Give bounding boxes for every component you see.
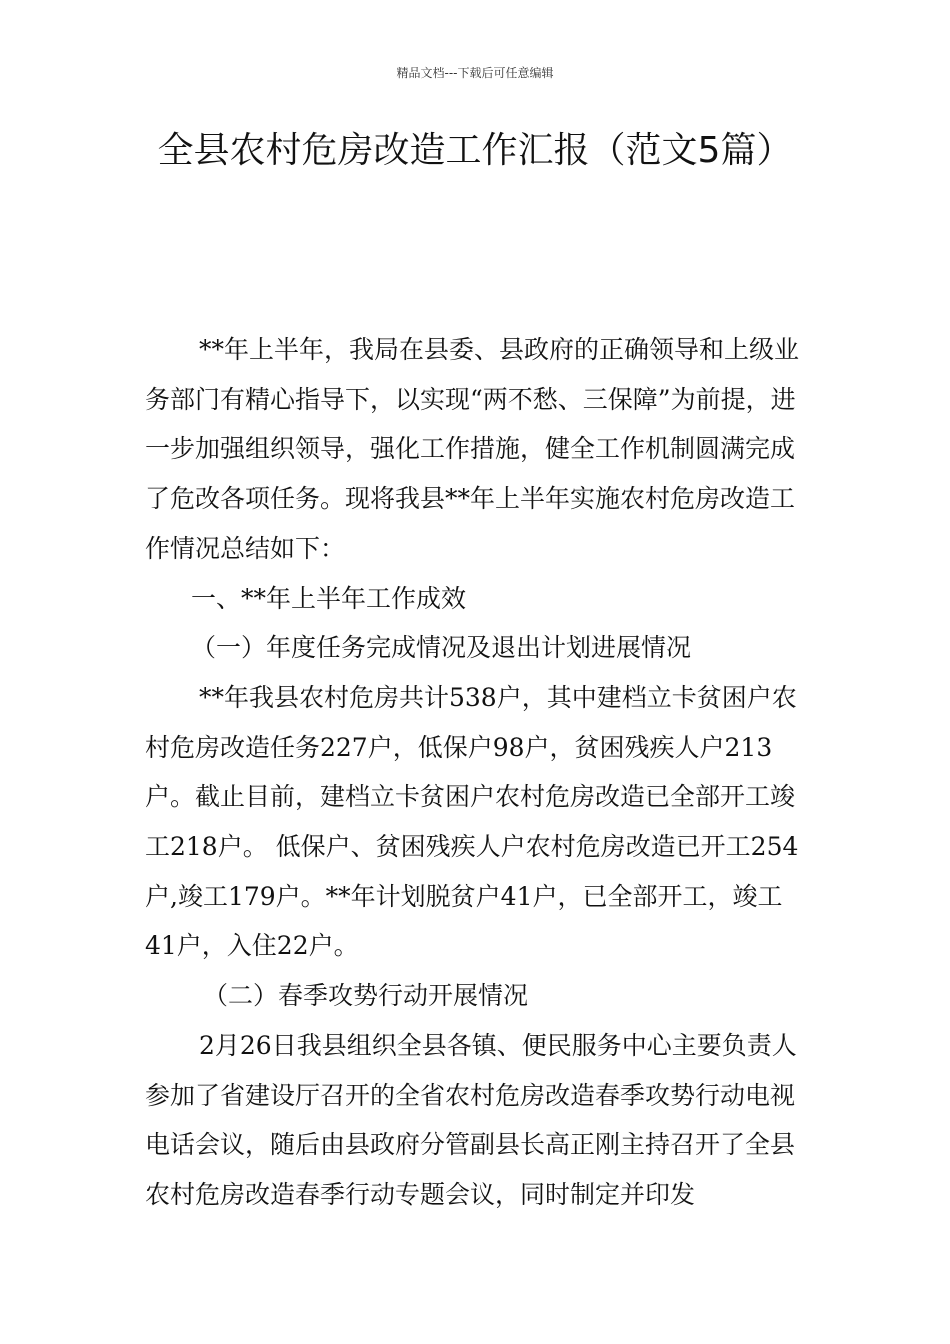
header-note: 精品文档---下载后可任意编辑 [396,66,554,80]
paragraph-spring-action: 2月26日我县组织全县各镇、便民服务中心主要负责人参加了省建设厅召开的全省农村危房改造春季攻势行动电视电话会议，随后由县政府分管副县长高正刚主持召开了全县农村危房改造春季行动专题会议，同时制定并印发 [145,1030,797,1209]
paragraph-intro: **年上半年，我局在县委、县政府的正确领导和上级业务部门有精心指导下，以实现“两不愁、三保障”为前提，进一步加强组织领导，强化工作措施，健全工作机制圆满完成了危改各项任务。现将我县**年上半年实施农村危房改造工作情况总结如下： [145,335,800,563]
paragraph-task-status: **年我县农村危房共计538户，其中建档立卡贫困户农村危房改造任务227户，低保户98户，贫困残疾人户213户。截止目前，建档立卡贫困户农村危房改造已全部开工竣工218户。 低保户、贫困残疾人户农村危房改造已开工254户,竣工179户。**年计划脱贫户41户，已全部开工，竣工41户，入住22户。 [145,682,799,961]
document-title: 全县农村危房改造工作汇报（范文5篇） [157,130,793,171]
document-body [145,325,810,1220]
subsection-heading-2: （二）春季攻势行动开展情况 [203,981,529,1011]
section-heading-1: 一、**年上半年工作成效 [191,583,467,613]
subsection-heading-1: （一）年度任务完成情况及退出计划进展情况 [191,633,692,663]
